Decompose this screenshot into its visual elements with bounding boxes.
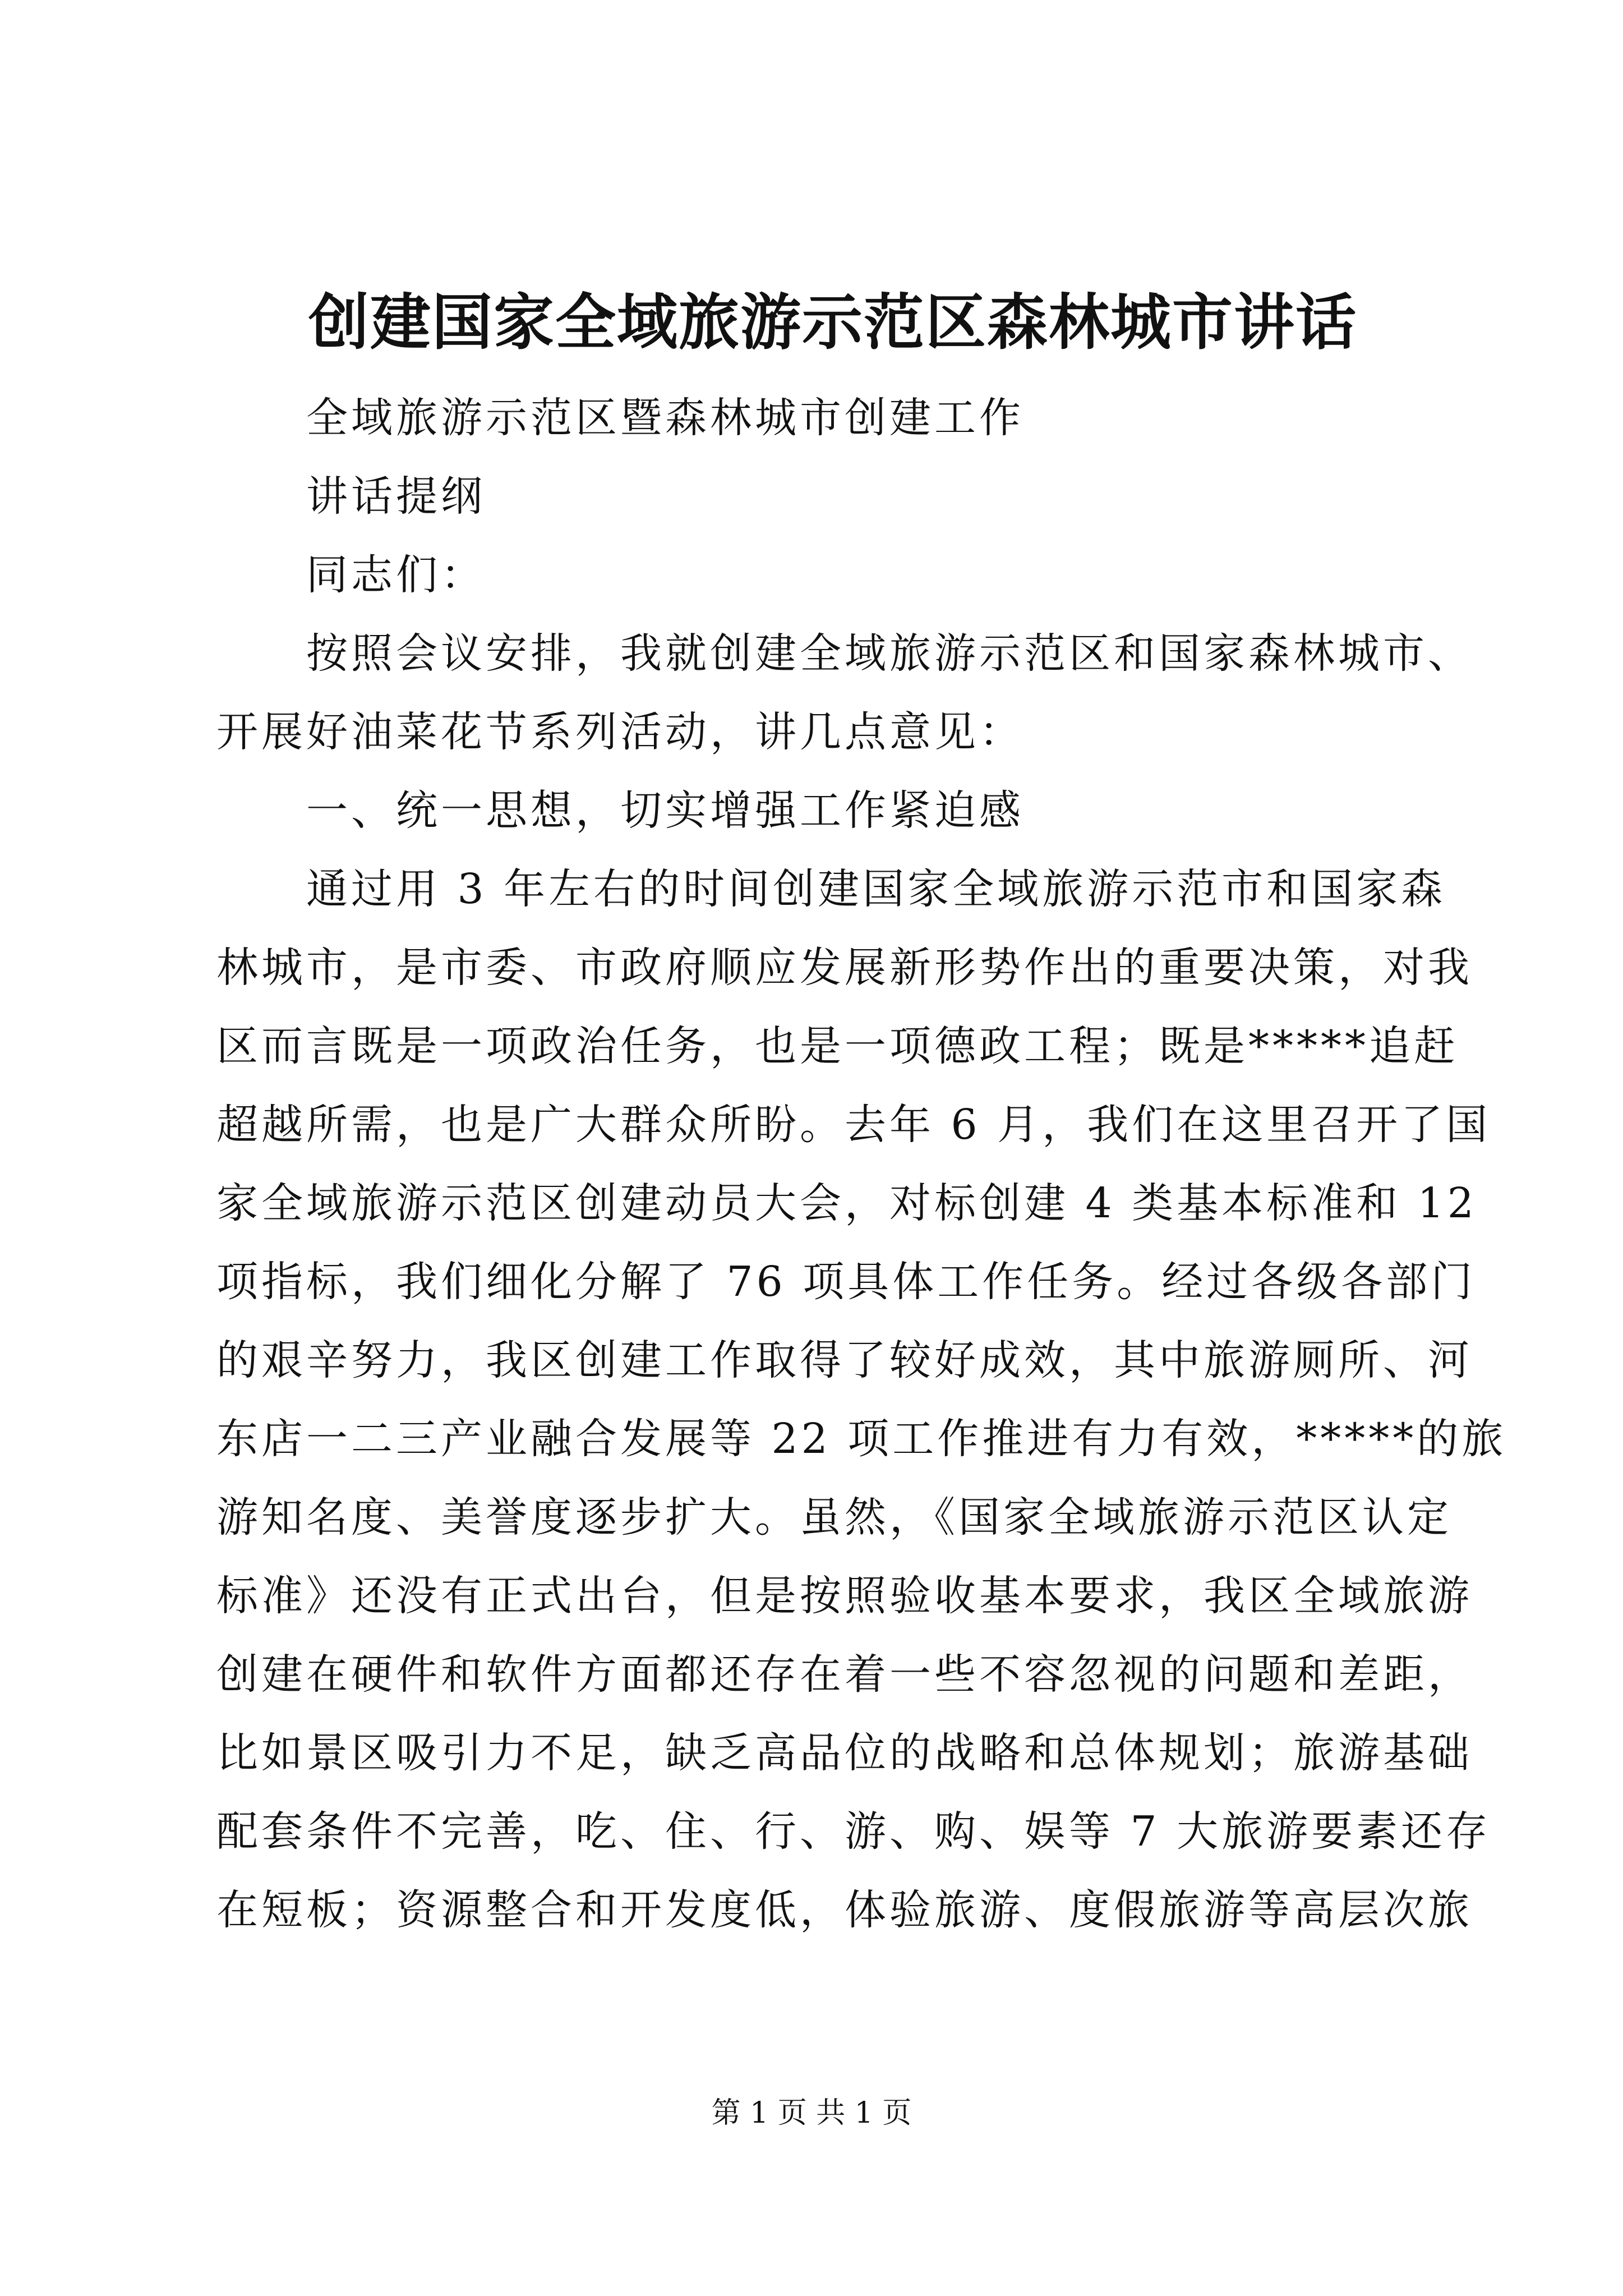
paragraph-line: 游知名度、美誉度逐步扩大。虽然，《国家全域旅游示范区认定 <box>216 1493 1452 1542</box>
page-footer: 第 1 页 共 1 页 <box>711 2096 912 2130</box>
paragraph-line: 标准》还没有正式出台，但是按照验收基本要求，我区全域旅游 <box>216 1572 1473 1620</box>
paragraph-line: 的艰辛努力，我区创建工作取得了较好成效，其中旅游厕所、河 <box>216 1336 1473 1384</box>
salutation: 同志们： <box>306 551 486 599</box>
section-heading: 一、统一思想，切实增强工作紧迫感 <box>306 786 1024 835</box>
paragraph-line: 在短板；资源整合和开发度低，体验旅游、度假旅游等高层次旅 <box>216 1886 1473 1934</box>
paragraph-line: 超越所需，也是广大群众所盼。去年 6 月，我们在这里召开了国 <box>216 1101 1491 1149</box>
subtitle-line: 全域旅游示范区暨森林城市创建工作 <box>306 394 1024 442</box>
paragraph-line: 通过用 3 年左右的时间创建国家全域旅游示范市和国家森 <box>306 865 1446 913</box>
paragraph-line: 家全域旅游示范区创建动员大会，对标创建 4 类基本标准和 12 <box>216 1179 1477 1227</box>
paragraph-line: 比如景区吸引力不足，缺乏高品位的战略和总体规划；旅游基础 <box>216 1729 1473 1777</box>
paragraph-line: 东店一二三产业融合发展等 22 项工作推进有力有效，*****的旅 <box>216 1415 1507 1463</box>
paragraph-line: 开展好油菜花节系列活动，讲几点意见： <box>216 708 1024 756</box>
paragraph-line: 按照会议安排，我就创建全域旅游示范区和国家森林城市、 <box>306 629 1473 678</box>
paragraph-line: 项指标，我们细化分解了 76 项具体工作任务。经过各级各部门 <box>216 1258 1476 1306</box>
paragraph-line: 配套条件不完善，吃、住、行、游、购、娱等 7 大旅游要素还存 <box>216 1807 1491 1856</box>
paragraph-line: 区而言既是一项政治任务，也是一项德政工程；既是*****追赶 <box>216 1022 1459 1070</box>
paragraph-line: 创建在硬件和软件方面都还存在着一些不容忽视的问题和差距， <box>216 1650 1473 1699</box>
document-title: 创建国家全域旅游示范区森林城市讲话 <box>308 287 1358 358</box>
subtitle-line: 讲话提纲 <box>306 472 486 521</box>
paragraph-line: 林城市，是市委、市政府顺应发展新形势作出的重要决策，对我 <box>216 944 1473 992</box>
